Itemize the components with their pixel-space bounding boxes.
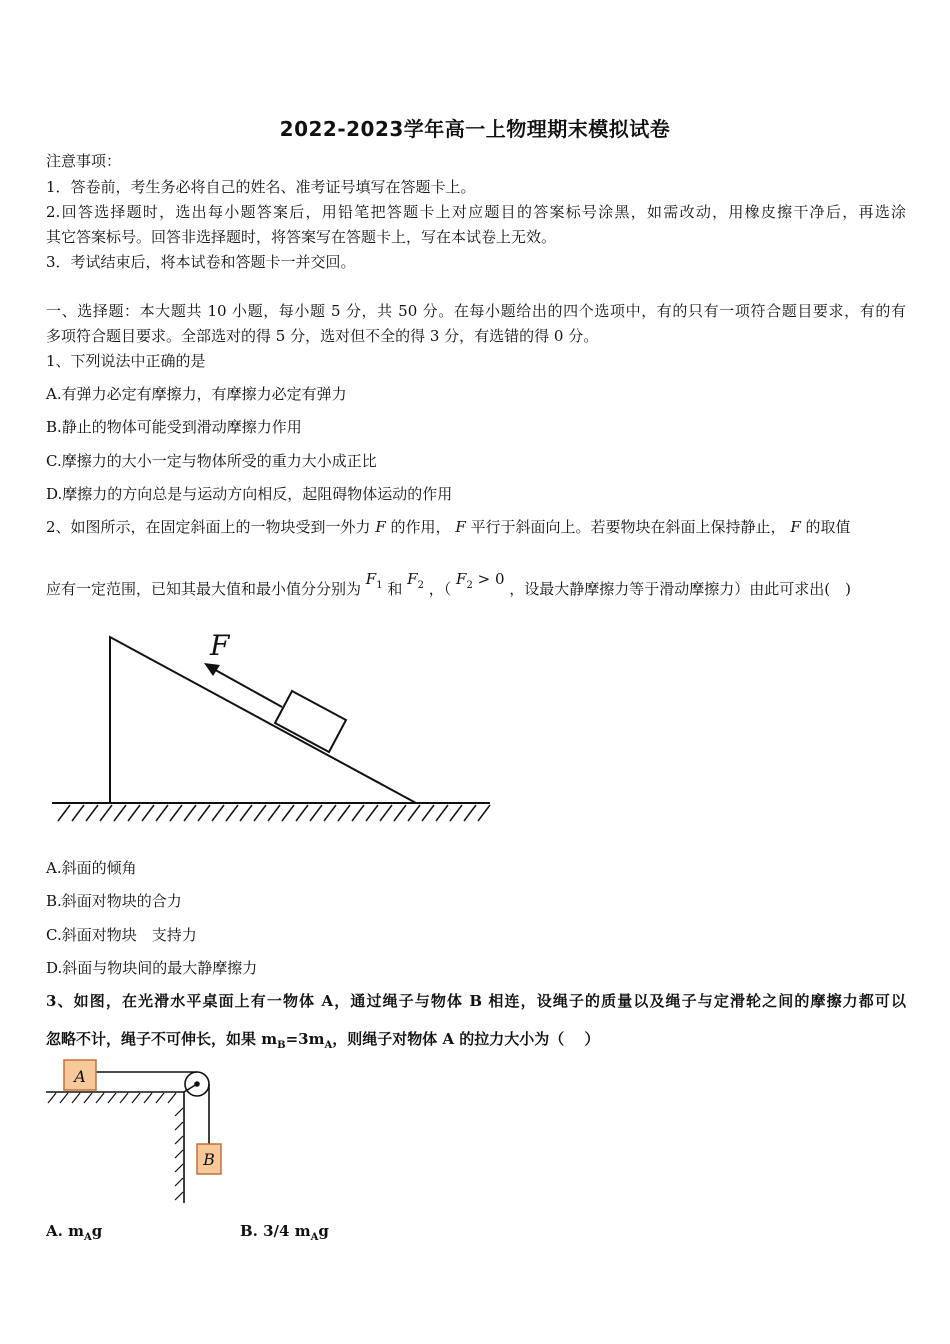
notice-item-2-line-1: 2.回答选择题时，选出每小题答案后，用铅笔把答题卡上对应题目的答案标号涂黑，如需改动，用橡皮擦干净后，再选涂 xyxy=(46,203,906,221)
q1-option-c: C.摩擦力的大小一定与物体所受的重力大小成正比 xyxy=(46,452,377,470)
q2-condition: $F_2 > 0$ xyxy=(456,570,505,591)
incline-figure xyxy=(50,625,500,825)
page-title: 2022-2023学年高一上物理期末模拟试卷 xyxy=(279,117,671,141)
q2-option-c: C.斜面对物块 支持力 xyxy=(46,926,197,944)
q2-force-symbol: F xyxy=(790,518,801,536)
q3-stem-line-1: 3、如图，在光滑水平桌面上有一物体 A，通过绳子与物体 B 相连，设绳子的质量以及绳子与定滑轮之间的摩擦力都可以 xyxy=(46,992,906,1010)
block-b-label: B xyxy=(203,1150,215,1169)
force-arrow-head xyxy=(204,663,220,676)
q2-option-d: D.斜面与物块间的最大静摩擦力 xyxy=(46,959,258,977)
force-arrow xyxy=(210,667,282,707)
sliding-block xyxy=(275,691,346,752)
q2-force-symbol: F xyxy=(455,518,466,536)
q1-option-a: A.有弹力必定有摩擦力，有摩擦力必定有弹力 xyxy=(46,385,347,403)
q2-f2-symbol: $F_2$ xyxy=(407,570,424,591)
q2-option-b: B.斜面对物块的合力 xyxy=(46,892,182,910)
q2-text-1c: 平行于斜面向上。若要物块在斜面上保持静止， xyxy=(470,518,786,536)
force-label: F xyxy=(210,629,230,662)
q1-option-d: D.摩擦力的方向总是与运动方向相反，起阻碍物体运动的作用 xyxy=(46,485,453,503)
q3-stem-line-2: 忽略不计，绳子不可伸长，如果 $m_B=3m_A$，则绳子对物体 A 的拉力大小为（ ） xyxy=(46,1030,600,1051)
q2-stem-line-2 xyxy=(46,570,852,606)
q2-force-symbol: F xyxy=(375,518,386,536)
q3-option-b: B. 3/4 $m_Ag$ xyxy=(240,1222,329,1243)
q2-paren: ，（ xyxy=(428,580,452,598)
section-heading-line-1: 一、选择题：本大题共 10 小题，每小题 5 分，共 50 分。在每小题给出的四个选项中，有的只有一项符合题目要求，有的有 xyxy=(46,302,906,320)
q3-option-a: A. $m_Ag$ xyxy=(46,1222,103,1243)
notice-item-2-line-2: 其它答案标号。回答非选择题时，将答案写在答题卡上，写在本试卷上无效。 xyxy=(46,228,557,246)
q1-option-b: B.静止的物体可能受到滑动摩擦力作用 xyxy=(46,418,302,436)
q2-text-1b: 的作用， xyxy=(390,518,451,536)
q2-and: 和 xyxy=(387,580,403,598)
q2-text-2b: ，设最大静摩擦力等于滑动摩擦力）由此可求出( ) xyxy=(509,580,852,598)
q1-stem: 1、下列说法中正确的是 xyxy=(46,352,206,370)
q2-text-1d: 的取值 xyxy=(805,518,851,536)
q2-f1-symbol: $F_1$ xyxy=(365,570,383,591)
notice-item-3: 3．考试结束后，将本试卷和答题卡一并交回。 xyxy=(46,253,356,271)
q2-option-a: A.斜面的倾角 xyxy=(46,859,137,877)
notice-item-1: 1．答卷前，考生务必将自己的姓名、准考证号填写在答题卡上。 xyxy=(46,178,476,196)
q2-text-2a: 应有一定范围，已知其最大值和最小值分分别为 xyxy=(46,580,362,598)
ground-hatching xyxy=(58,805,490,821)
notice-heading: 注意事项： xyxy=(46,152,122,170)
q2-stem-line-1 xyxy=(46,517,851,537)
table-hatching xyxy=(48,1093,183,1200)
pulley-figure xyxy=(44,1058,234,1208)
q2-text-1a: 2、如图所示，在固定斜面上的一物块受到一外力 xyxy=(46,518,371,536)
block-a-label: A xyxy=(74,1067,86,1086)
incline-triangle xyxy=(110,637,416,803)
section-heading-line-2: 多项符合题目要求。全部选对的得 5 分，选对但不全的得 3 分，有选错的得 0 分。 xyxy=(46,327,599,345)
